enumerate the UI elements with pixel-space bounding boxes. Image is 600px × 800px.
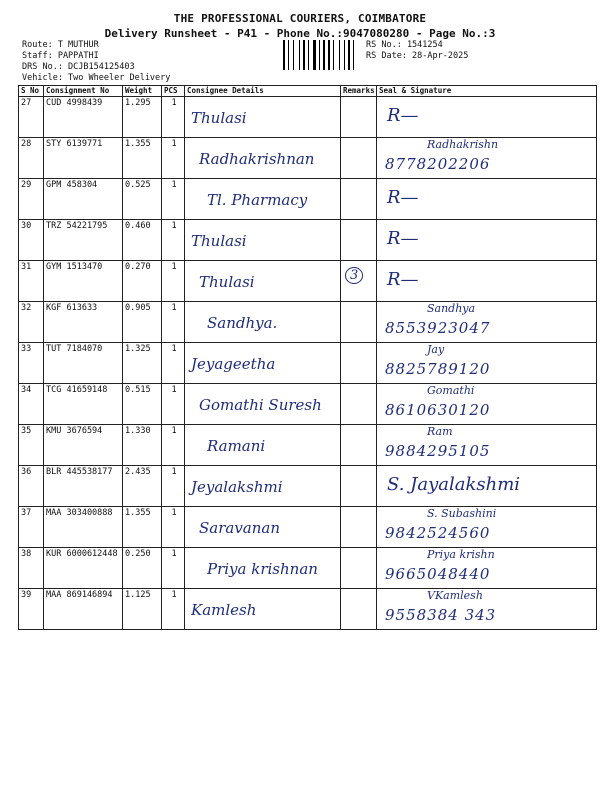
cell-sno: 36 [19,466,44,507]
cell-consignee [185,384,341,425]
cell-seal-signature [377,548,597,589]
cell-consignee [185,343,341,384]
cell-seal-signature [377,343,597,384]
cell-sno: 32 [19,302,44,343]
cell-remarks [341,343,377,384]
cell-consignee [185,425,341,466]
cell-consignment: KMU 3676594 [44,425,123,466]
cell-remarks [341,220,377,261]
consignee-handwriting: Ramani [207,437,266,455]
cell-remarks [341,548,377,589]
cell-consignee [185,302,341,343]
signature-handwriting: R— [387,269,419,290]
barcode-bar [313,40,316,70]
phone-handwriting: 8825789120 [385,360,491,378]
cell-seal-signature [377,97,597,138]
cell-sno: 30 [19,220,44,261]
phone-handwriting: 9558384 343 [385,606,497,624]
consignee-handwriting: Thulasi [191,232,247,250]
header-subtitle: Delivery Runsheet - P41 - Phone No.:9047080280 - Page No.:3 [104,27,496,40]
cell-consignment: CUD 4998439 [44,97,123,138]
cell-weight: 0.905 [123,302,162,343]
staff-text: Staff: PAPPATHI [22,51,99,61]
cell-seal-signature [377,589,597,630]
cell-consignment: MAA 869146894 [44,589,123,630]
consignee-handwriting: Saravanan [199,519,281,537]
cell-weight: 0.525 [123,179,162,220]
barcode-bar [339,40,340,70]
consignee-handwriting: Tl. Pharmacy [207,191,308,209]
table-row [19,466,597,507]
signature-handwriting: VKamlesh [427,589,483,602]
cell-consignee [185,507,341,548]
barcode-image [283,40,359,70]
cell-sno: 31 [19,261,44,302]
cell-sno: 34 [19,384,44,425]
cell-weight: 0.515 [123,384,162,425]
cell-remarks [341,97,377,138]
cell-seal-signature [377,425,597,466]
signature-handwriting: Priya krishn [427,548,495,561]
cell-seal-signature [377,507,597,548]
phone-handwriting: 9665048440 [385,565,491,583]
cell-weight: 2.435 [123,466,162,507]
cell-consignment: BLR 445538177 [44,466,123,507]
cell-consignee [185,220,341,261]
consignee-handwriting: Jeyageetha [191,355,276,373]
signature-handwriting: R— [387,228,419,249]
drs-text: DRS No.: DCJB154125403 [22,62,135,72]
phone-handwriting: 8553923047 [385,319,491,337]
cell-weight: 1.330 [123,425,162,466]
column-header: Consignee Details [185,86,341,97]
cell-weight: 0.250 [123,548,162,589]
cell-sno: 33 [19,343,44,384]
phone-handwriting: 8778202206 [385,155,491,173]
phone-handwriting: 9884295105 [385,442,491,460]
cell-remarks [341,261,377,302]
barcode-bar [353,40,354,70]
barcode-bar [319,40,320,70]
consignee-handwriting: Thulasi [191,109,247,127]
table-row [19,220,597,261]
cell-seal-signature [377,261,597,302]
cell-pcs: 1 [162,343,185,384]
runsheet-meta-left [22,40,170,84]
consignee-handwriting: Radhakrishnan [199,150,315,168]
consignee-handwriting: Priya krishnan [207,560,318,578]
cell-consignee [185,179,341,220]
phone-handwriting: 8610630120 [385,401,491,419]
table-row [19,138,597,179]
signature-handwriting: Radhakrishn [427,138,499,151]
cell-weight: 1.325 [123,343,162,384]
cell-consignment: MAA 303400888 [44,507,123,548]
cell-pcs: 1 [162,425,185,466]
cell-seal-signature [377,220,597,261]
barcode-bar [283,40,285,70]
cell-consignee [185,97,341,138]
rs-date-text: RS Date: 28-Apr-2025 [366,51,469,61]
barcode-bar [333,40,334,70]
route-text: Route: T MUTHUR [22,40,99,50]
cell-remarks [341,138,377,179]
cell-seal-signature [377,466,597,507]
cell-sno: 28 [19,138,44,179]
cell-consignee [185,261,341,302]
cell-sno: 27 [19,97,44,138]
table-row [19,343,597,384]
column-header: Consignment No [44,86,123,97]
cell-consignment: TUT 7184070 [44,343,123,384]
column-header: PCS [162,86,185,97]
cell-consignee [185,466,341,507]
barcode-bar [323,40,325,70]
cell-sno: 37 [19,507,44,548]
rs-number-text: RS No.: 1541254 [366,40,443,50]
cell-pcs: 1 [162,548,185,589]
cell-remarks [341,425,377,466]
cell-sno: 35 [19,425,44,466]
cell-remarks [341,302,377,343]
table-row [19,507,597,548]
cell-consignment: KGF 613633 [44,302,123,343]
vehicle-text: Vehicle: Two Wheeler Delivery [22,73,171,83]
barcode-bar [303,40,305,70]
barcode-bar [293,40,294,70]
consignee-handwriting: Gomathi Suresh [199,396,322,414]
signature-handwriting: R— [387,187,419,208]
cell-pcs: 1 [162,138,185,179]
cell-pcs: 1 [162,466,185,507]
cell-seal-signature [377,302,597,343]
column-header: Seal & Signature [377,86,597,97]
cell-pcs: 1 [162,179,185,220]
table-row [19,589,597,630]
table-row [19,261,597,302]
cell-consignee [185,548,341,589]
remarks-handwriting: 3 [345,267,363,284]
cell-consignment: KUR 6000612448 [44,548,123,589]
cell-pcs: 1 [162,507,185,548]
barcode-bar [348,40,350,70]
signature-handwriting: R— [387,105,419,126]
column-header: S No [19,86,44,97]
cell-seal-signature [377,179,597,220]
cell-pcs: 1 [162,261,185,302]
column-header: Weight [123,86,162,97]
table-row [19,548,597,589]
barcode-bar [344,40,345,70]
cell-consignment: TCG 41659148 [44,384,123,425]
cell-sno: 29 [19,179,44,220]
signature-handwriting: Gomathi [427,384,475,397]
cell-pcs: 1 [162,97,185,138]
cell-pcs: 1 [162,384,185,425]
cell-consignee [185,138,341,179]
table-row [19,302,597,343]
cell-weight: 1.125 [123,589,162,630]
cell-remarks [341,507,377,548]
runsheet-table [18,85,597,630]
consignee-handwriting: Sandhya. [207,314,278,332]
header-title: THE PROFESSIONAL COURIERS, COIMBATORE [173,12,427,25]
cell-weight: 1.295 [123,97,162,138]
signature-handwriting: Jay [427,343,445,356]
signature-handwriting: Sandhya [427,302,476,315]
barcode-bar [308,40,309,70]
cell-pcs: 1 [162,220,185,261]
cell-pcs: 1 [162,589,185,630]
cell-sno: 38 [19,548,44,589]
barcode-bar [288,40,289,70]
cell-weight: 1.355 [123,507,162,548]
consignee-handwriting: Kamlesh [191,601,257,619]
cell-remarks [341,466,377,507]
phone-handwriting: 9842524560 [385,524,491,542]
cell-weight: 0.460 [123,220,162,261]
barcode-bar [328,40,330,70]
cell-consignee [185,589,341,630]
signature-handwriting: S. Jayalakshmi [387,474,521,495]
signature-handwriting: Ram [427,425,453,438]
cell-remarks [341,589,377,630]
cell-weight: 0.270 [123,261,162,302]
table-row [19,97,597,138]
barcode-bar [299,40,300,70]
cell-consignment: TRZ 54221795 [44,220,123,261]
table-row [19,425,597,466]
cell-sno: 39 [19,589,44,630]
cell-seal-signature [377,138,597,179]
cell-weight: 1.355 [123,138,162,179]
table-header-row [19,86,597,97]
table-row [19,179,597,220]
cell-remarks [341,179,377,220]
cell-consignment: STY 6139771 [44,138,123,179]
cell-remarks [341,384,377,425]
cell-seal-signature [377,384,597,425]
cell-consignment: GYM 1513470 [44,261,123,302]
runsheet-meta-right [366,40,468,62]
signature-handwriting: S. Subashini [427,507,497,520]
consignee-handwriting: Jeyalakshmi [191,478,283,496]
column-header: Remarks [341,86,377,97]
table-row [19,384,597,425]
consignee-handwriting: Thulasi [199,273,255,291]
cell-pcs: 1 [162,302,185,343]
cell-consignment: GPM 458304 [44,179,123,220]
